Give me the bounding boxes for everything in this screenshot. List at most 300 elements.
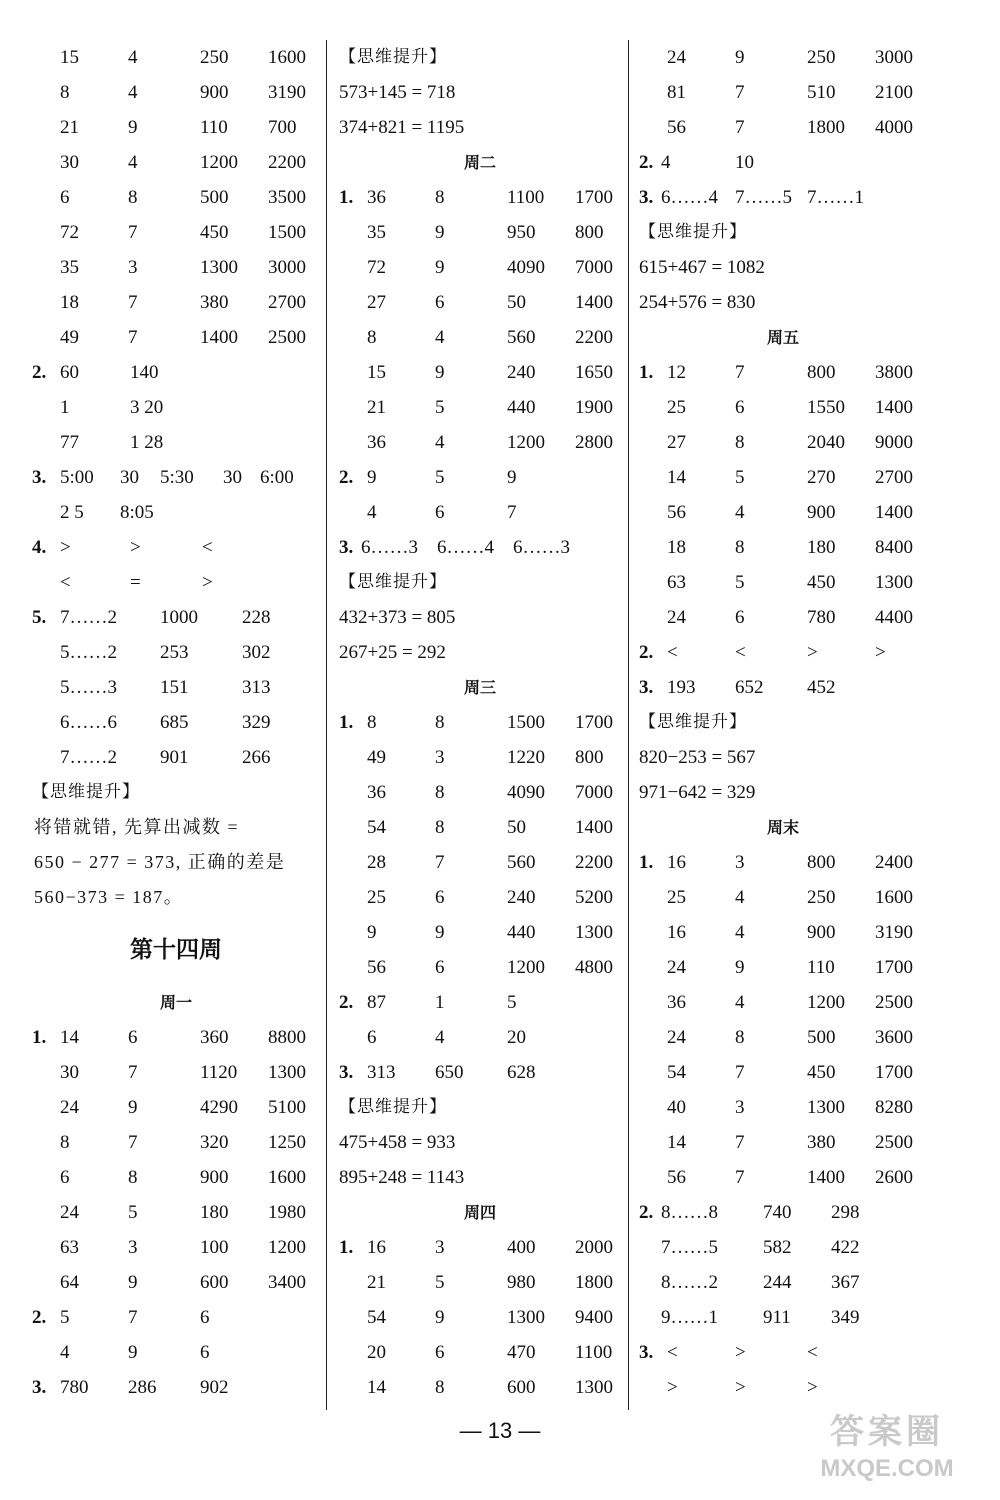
answer-value: 4800 [575,957,613,978]
answer-value: 7……5 [735,187,792,208]
answer-value: 380 [807,1132,836,1153]
answer-row [337,705,623,740]
answer-row [30,110,322,145]
answer-value: 6 [60,1167,70,1188]
answer-value: 1 28 [130,432,164,453]
answer-value: 7 [128,222,138,243]
answer-value: 24 [60,1097,79,1118]
answer-value: 4 [735,887,745,908]
answer-value: 1980 [268,1202,306,1223]
answer-value: 1220 [507,747,545,768]
answer-row [637,1125,929,1160]
answer-value: 228 [242,607,271,628]
answer-value: 21 [60,117,79,138]
answer-value: 7 [435,852,445,873]
answer-value: 440 [507,397,536,418]
answer-value: 8……2 [661,1272,718,1293]
question-number: 2. [32,362,47,383]
answer-row [30,635,322,670]
answer-value: 8 [735,537,745,558]
answer-value: < [667,1342,678,1363]
answer-value: 14 [667,467,686,488]
answer-row [30,1335,322,1370]
answer-value: 6 [435,1342,445,1363]
answer-value: 302 [242,642,271,663]
answer-row [637,1300,929,1335]
answer-value: 6 [435,957,445,978]
answer-value: < [667,642,678,663]
answer-value: 100 [200,1237,229,1258]
answer-value: 1250 [268,1132,306,1153]
answer-value: 28 [367,852,386,873]
answer-value: 54 [367,1307,386,1328]
question-number: 1. [32,1027,47,1048]
answer-row [30,75,322,110]
answer-value: 180 [200,1202,229,1223]
answer-value: 800 [807,852,836,873]
answer-value: < [807,1342,818,1363]
answer-value: 4 [735,922,745,943]
answer-value: 628 [507,1062,536,1083]
answer-value: 1400 [575,817,613,838]
answer-value: 9000 [875,432,913,453]
question-number: 1. [339,712,354,733]
answer-row [637,1335,929,1370]
question-number: 2. [639,1202,654,1223]
answer-value: 510 [807,82,836,103]
answer-value: 901 [160,747,189,768]
answer-value: 1700 [575,712,613,733]
answer-row [30,460,322,495]
question-number: 1. [339,187,354,208]
answer-value: 1800 [575,1272,613,1293]
answer-value: 72 [367,257,386,278]
answer-value: 1300 [875,572,913,593]
answer-value: 110 [200,117,228,138]
equation-line: 573+145 = 718 [339,82,456,103]
answer-value: 36 [367,432,386,453]
answer-value: 1400 [807,1167,845,1188]
answer-value: 5 [435,467,445,488]
answer-value: 24 [667,957,686,978]
answer-value: 5200 [575,887,613,908]
answer-value: 4 [128,82,138,103]
answer-value: 21 [367,1272,386,1293]
answer-value: 7 [128,1062,138,1083]
answer-row [30,250,322,285]
answer-value: 25 [667,397,686,418]
answer-value: 2700 [268,292,306,313]
answer-value: 2700 [875,467,913,488]
answer-value: 9 [128,117,138,138]
answer-value: 7 [735,1132,745,1153]
answer-value: 4090 [507,782,545,803]
answer-value: > [667,1377,678,1398]
answer-value: 440 [507,922,536,943]
answer-value: > [807,1377,818,1398]
answer-value: 6……4 [661,187,718,208]
answer-value: > [875,642,886,663]
answer-row [30,1125,322,1160]
answer-value: 56 [667,502,686,523]
equation-line: 475+458 = 933 [339,1132,456,1153]
answer-value: 5 [128,1202,138,1223]
answer-value: 1400 [575,292,613,313]
answer-value: 3 20 [130,397,164,418]
answer-value: 9 [128,1097,138,1118]
answer-value: 6……4 [437,537,494,558]
answer-value: 2600 [875,1167,913,1188]
answer-row [30,320,322,355]
answer-value: 1200 [507,432,545,453]
section-heading-thinking: 【思维提升】 [639,712,747,732]
question-number: 5. [32,607,47,628]
answer-value: 8 [735,432,745,453]
answer-row [637,985,929,1020]
answer-row [30,670,322,705]
answer-value: 5……3 [60,677,117,698]
answer-value: 3600 [875,1027,913,1048]
answer-value: 1600 [875,887,913,908]
answer-value: 9 [735,47,745,68]
answer-value: 50 [507,292,526,313]
answer-value: 560 [507,327,536,348]
answer-value: 600 [507,1377,536,1398]
answer-value: 8 [435,782,445,803]
answer-value: 1100 [507,187,545,208]
answer-value: 6 [735,607,745,628]
answer-value: 140 [130,362,159,383]
answer-value: 5 [735,467,745,488]
answer-value: 8 [435,1377,445,1398]
answer-value: 7……2 [60,607,117,628]
answer-value: 5:00 [60,467,94,488]
answer-value: 24 [60,1202,79,1223]
answer-value: 9 [367,467,377,488]
answer-value: 4290 [200,1097,238,1118]
question-number: 3. [339,1062,354,1083]
answer-row [337,425,623,460]
answer-value: 6 [200,1307,210,1328]
answer-row [337,1335,623,1370]
answer-value: 980 [507,1272,536,1293]
answer-row [30,1020,322,1055]
answer-value: 422 [831,1237,860,1258]
answer-row [337,775,623,810]
answer-value: 329 [242,712,271,733]
answer-value: 25 [667,887,686,908]
answer-value: 193 [667,677,696,698]
answer-row [30,215,322,250]
answer-value: 253 [160,642,189,663]
answer-row [30,705,322,740]
answer-row [337,180,623,215]
watermark-url: MXQE.COM [820,1455,954,1482]
answer-row [337,390,623,425]
answer-value: 87 [367,992,386,1013]
answer-value: 1700 [575,187,613,208]
answer-value: 3 [435,1237,445,1258]
answer-value: 9 [735,957,745,978]
answer-value: 6 [128,1027,138,1048]
answer-value: 286 [128,1377,157,1398]
question-number: 1. [639,362,654,383]
answer-value: 367 [831,1272,860,1293]
answer-row [337,355,623,390]
answer-value: 8 [60,1132,70,1153]
answer-value: 9 [435,222,445,243]
answer-row [30,1265,322,1300]
answer-value: 740 [763,1202,792,1223]
answer-value: 20 [367,1342,386,1363]
answer-value: 1400 [875,397,913,418]
answer-value: 1100 [575,1342,613,1363]
answer-value: 1700 [875,1062,913,1083]
answer-value: 3 [435,747,445,768]
answer-value: 6 [367,1027,377,1048]
answer-value: 8……8 [661,1202,718,1223]
answer-row [30,530,322,565]
answer-column-1 [30,40,322,1405]
answer-value: 1300 [575,1377,613,1398]
answer-row [337,250,623,285]
week-title: 第十四周 [130,936,222,963]
answer-row [637,355,929,390]
equation-line: 820−253 = 567 [639,747,756,768]
answer-value: 9 [435,257,445,278]
answer-value: 2 5 [60,502,84,523]
section-heading-thinking: 【思维提升】 [339,572,447,592]
answer-value: 2200 [575,852,613,873]
question-number: 2. [639,642,654,663]
answer-value: 9 [367,922,377,943]
answer-value: 16 [367,1237,386,1258]
answer-value: 4 [435,1027,445,1048]
answer-row [337,320,623,355]
answer-value: 7 [735,362,745,383]
answer-row [637,1090,929,1125]
answer-value: 6……6 [60,712,117,733]
answer-value: 600 [200,1272,229,1293]
answer-value: 30 [120,467,139,488]
answer-value: 2500 [268,327,306,348]
answer-value: 7 [128,1307,138,1328]
answer-value: 35 [60,257,79,278]
answer-value: 5 [60,1307,70,1328]
answer-value: 6:00 [260,467,294,488]
answer-value: 7……1 [807,187,864,208]
answer-value: 452 [807,677,836,698]
answer-value: 5100 [268,1097,306,1118]
answer-value: 9 [435,1307,445,1328]
answer-value: 2040 [807,432,845,453]
answer-row [637,880,929,915]
answer-value: 1900 [575,397,613,418]
answer-value: 14 [367,1377,386,1398]
question-number: 2. [32,1307,47,1328]
answer-value: 36 [367,782,386,803]
answer-value: 800 [807,362,836,383]
answer-value: 6 [435,502,445,523]
answer-value: 8 [60,82,70,103]
answer-value: 800 [575,747,604,768]
answer-column-3 [637,40,929,1405]
question-number: 4. [32,537,47,558]
answer-value: 50 [507,817,526,838]
answer-value: 5……2 [60,642,117,663]
answer-value: 2500 [875,1132,913,1153]
answer-row [337,285,623,320]
answer-value: 2100 [875,82,913,103]
explanation-line: 560−373 = 187。 [34,887,184,907]
answer-value: 1300 [268,1062,306,1083]
answer-value: 7 [735,1167,745,1188]
answer-row [637,950,929,985]
answer-row [337,1020,623,1055]
answer-value: 320 [200,1132,229,1153]
answer-value: 1500 [268,222,306,243]
answer-value: 9 [128,1342,138,1363]
answer-row [30,495,322,530]
answer-value: > [130,537,141,558]
answer-value: 49 [367,747,386,768]
answer-value: 2200 [575,327,613,348]
day-heading: 周四 [463,1203,496,1222]
answer-value: 1600 [268,1167,306,1188]
answer-value: 950 [507,222,536,243]
answer-value: 9400 [575,1307,613,1328]
equation-line: 895+248 = 1143 [339,1167,465,1188]
answer-value: 49 [60,327,79,348]
equation-line: 267+25 = 292 [339,642,446,663]
answer-value: 1300 [200,257,238,278]
equation-line: 374+821 = 1195 [339,117,465,138]
answer-value: 24 [667,607,686,628]
answer-value: 780 [807,607,836,628]
watermark-logo [792,1410,982,1490]
answer-value: 8 [367,327,377,348]
answer-row [30,740,322,775]
answer-value: 9 [507,467,517,488]
answer-value: 4090 [507,257,545,278]
answer-value: 9 [435,922,445,943]
answer-value: 1200 [807,992,845,1013]
answer-value: 250 [807,47,836,68]
answer-row [30,1300,322,1335]
answer-value: 900 [807,502,836,523]
answer-row [337,1265,623,1300]
answer-row [30,1370,322,1405]
answer-value: 3400 [268,1272,306,1293]
answer-value: 3 [735,1097,745,1118]
answer-row [637,565,929,600]
answer-row [30,565,322,600]
answer-row [30,145,322,180]
answer-row [637,75,929,110]
answer-value: 27 [367,292,386,313]
answer-value: 72 [60,222,79,243]
answer-row [337,1370,623,1405]
answer-value: 24 [667,1027,686,1048]
answer-row [637,1370,929,1405]
answer-value: 1200 [268,1237,306,1258]
answer-value: 8 [435,712,445,733]
answer-value: 685 [160,712,189,733]
question-number: 3. [639,187,654,208]
answer-value: 7……5 [661,1237,718,1258]
question-number: 3. [32,467,47,488]
answer-row [637,635,929,670]
answer-row [30,390,322,425]
answer-value: 7000 [575,257,613,278]
answer-value: 30 [60,152,79,173]
answer-value: 8800 [268,1027,306,1048]
answer-row [637,670,929,705]
answer-row [30,425,322,460]
answer-row [30,1195,322,1230]
answer-row [337,810,623,845]
answer-row [337,460,623,495]
answer-row [30,40,322,75]
answer-value: > [60,537,71,558]
answer-value: 4 [661,152,671,173]
answer-value: 40 [667,1097,686,1118]
answer-value: 360 [200,1027,229,1048]
day-heading: 周末 [766,818,799,837]
answer-row [337,1055,623,1090]
question-number: 1. [339,1237,354,1258]
answer-value: 1 [435,992,445,1013]
answer-value: 270 [807,467,836,488]
answer-value: 298 [831,1202,860,1223]
column-divider-left [326,40,327,1410]
answer-value: 8 [435,817,445,838]
answer-value: 8 [735,1027,745,1048]
answer-value: 8 [435,187,445,208]
answer-value: 3800 [875,362,913,383]
answer-row [637,530,929,565]
answer-value: 7……2 [60,747,117,768]
answer-value: 151 [160,677,189,698]
answer-value: 900 [200,1167,229,1188]
answer-value: 9 [435,362,445,383]
answer-value: 7 [128,327,138,348]
answer-value: 8 [128,187,138,208]
answer-value: 250 [200,47,229,68]
answer-value: 4 [60,1342,70,1363]
answer-value: > [202,572,213,593]
answer-value: 110 [807,957,835,978]
answer-value: 380 [200,292,229,313]
answer-value: 900 [200,82,229,103]
answer-value: 244 [763,1272,792,1293]
answer-value: 56 [367,957,386,978]
answer-value: 10 [735,152,754,173]
answer-value: 1400 [200,327,238,348]
answer-row [30,355,322,390]
answer-row [30,180,322,215]
day-heading: 周五 [766,328,799,347]
answer-value: 30 [60,1062,79,1083]
answer-value: 6……3 [361,537,418,558]
explanation-line: 将错就错, 先算出减数 = [34,817,240,837]
answer-value: 180 [807,537,836,558]
answer-value: 3500 [268,187,306,208]
explanation-paragraph [30,810,322,915]
answer-row [637,1020,929,1055]
answer-value: 1650 [575,362,613,383]
answer-value: 16 [667,922,686,943]
